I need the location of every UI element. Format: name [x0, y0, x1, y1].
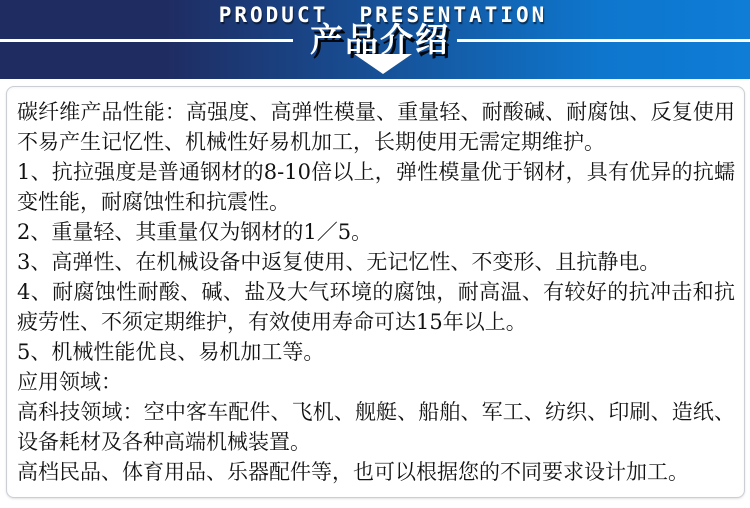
paragraph-item-5: 5、机械性能优良、易机加工等。: [17, 340, 325, 364]
paragraph-consumer-fields: 高档民品、体育用品、乐器配件等，也可以根据您的不同要求设计加工。: [17, 460, 689, 484]
content-panel: [6, 86, 745, 498]
product-presentation-title-en: PRODUCT PRESENTATION: [218, 3, 548, 27]
paragraph-item-2: 2、重量轻、其重量仅为钢材的1／5。: [17, 220, 373, 244]
paragraph-hightech-fields: 高科技领域：空中客车配件、飞机、舰艇、船舶、军工、纺织、印刷、造纸、设备耗材及各种高端机械装置。: [17, 400, 735, 454]
paragraph-item-4: 4、耐腐蚀性耐酸、碱、盐及大气环境的腐蚀，耐高温、有较好的抗冲击和抗疲劳性、不须定期维护，有效使用寿命可达15年以上。: [17, 280, 735, 334]
down-arrow-icon: [354, 54, 412, 74]
decor-line-left: [0, 39, 293, 42]
decor-line-right: [457, 39, 750, 42]
paragraph-application-heading: 应用领域：: [17, 370, 122, 394]
section-title-row: [0, 22, 750, 58]
header-banner: [0, 0, 750, 79]
section-title-zh: 产品介绍: [310, 20, 450, 59]
paragraph-product-properties: 碳纤维产品性能：高强度、高弹性模量、重量轻、耐酸碱、耐腐蚀、反复使用不易产生记忆性、机械性好易机加工，长期使用无需定期维护。: [17, 100, 735, 154]
paragraph-item-1: 1、抗拉强度是普通钢材的8-10倍以上，弹性模量优于钢材，具有优异的抗蠕变性能，耐腐蚀性和抗震性。: [17, 160, 735, 214]
paragraph-item-3: 3、高弹性、在机械设备中返复使用、无记忆性、不变形、且抗静电。: [17, 250, 661, 274]
